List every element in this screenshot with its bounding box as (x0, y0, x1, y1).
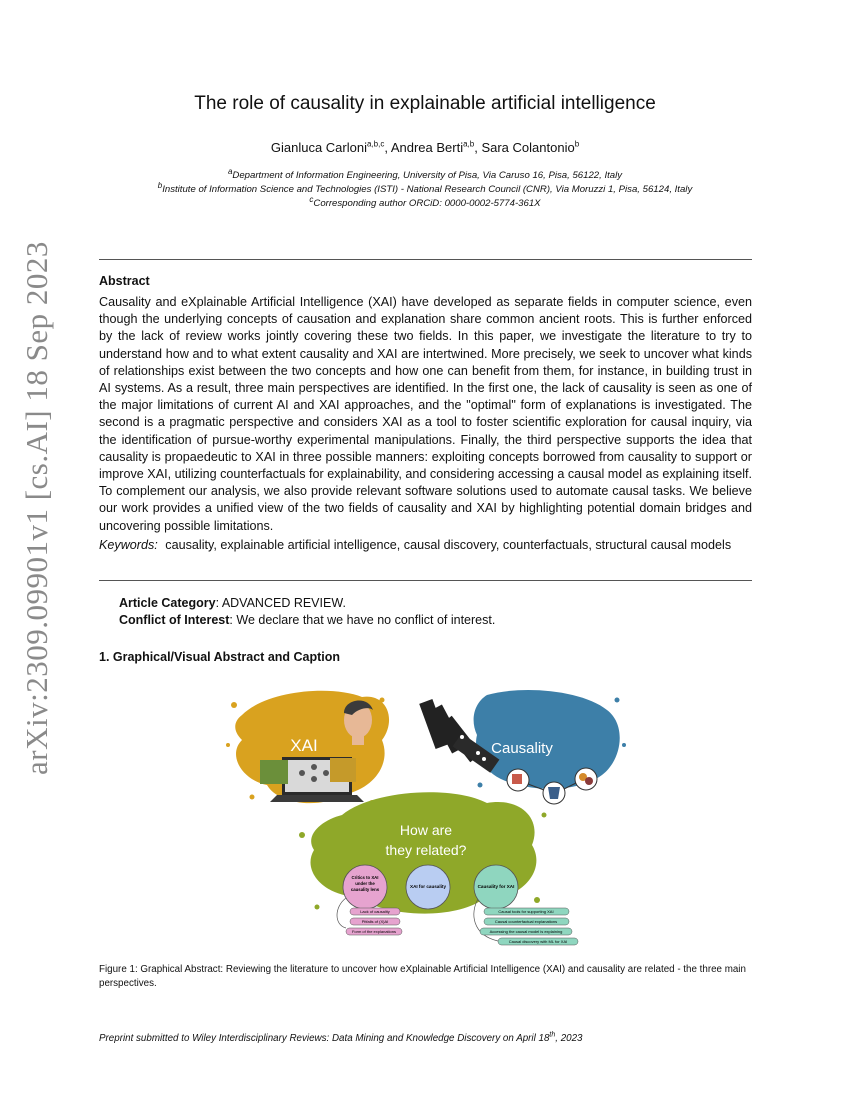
right-pill-label: Accessing the causal model is explaining (489, 929, 563, 934)
circle-left-line: Critics to XAI (351, 875, 379, 880)
author-superscript: b (574, 139, 580, 149)
author-name: Gianluca Carloni (270, 140, 367, 155)
circle-mid-label: XAI for causality (410, 884, 446, 889)
affiliation-marker: c (309, 194, 314, 204)
graphical-abstract-svg (222, 685, 632, 950)
left-pill-label: Pitfalls of (X)AI (361, 919, 389, 924)
affiliation-text: Institute of Information Science and Technologies (ISTI) - National Research Council (CNR), Via Moruzzi 1, Pisa, 56124, Italy (162, 184, 693, 195)
divider (99, 580, 752, 581)
author-name: Andrea Berti (390, 140, 464, 155)
author-superscript: a,b,c (366, 139, 385, 149)
left-pill-label: Lack of causality (360, 909, 390, 914)
keywords-text: causality, explainable artificial intelligence, causal discovery, counterfactuals, structural causal models (165, 538, 732, 552)
affiliation-marker: b (157, 180, 163, 190)
center-question-line2: they related? (385, 842, 467, 858)
arxiv-identifier: arXiv:2309.09901v1 [cs.AI] 18 Sep 2023 (19, 241, 54, 775)
footer-text-end: , 2023 (555, 1033, 583, 1044)
causality-label: Causality (491, 740, 553, 757)
affiliation-text: Department of Information Engineering, University of Pisa, Via Caruso 16, Pisa, 56122, Italy (232, 170, 623, 181)
center-question-line1: How are (399, 822, 453, 838)
circle-left-line: under the (355, 881, 375, 886)
keywords-label: Keywords: (99, 538, 158, 552)
affiliation-line (0, 166, 850, 181)
paper-title: The role of causality in explainable artificial intelligence (194, 93, 656, 114)
conflict-label: Conflict of Interest (119, 613, 230, 627)
xai-label: XAI (290, 736, 318, 755)
affiliation-text: Corresponding author ORCiD: 0000-0002-5774-361X (313, 198, 541, 209)
conflict-value: : We declare that we have no conflict of interest. (229, 613, 496, 627)
left-pill-connector (337, 898, 346, 928)
abstract-heading: Abstract (99, 274, 150, 288)
graphical-abstract-figure (222, 685, 632, 950)
section-heading: 1. Graphical/Visual Abstract and Caption (99, 650, 341, 664)
figure-caption: Figure 1: Graphical Abstract: Reviewing the literature to uncover how eXplainable Artificial Intelligence (XAI) and causality are related - the three main perspectives. (99, 964, 746, 989)
article-category (119, 596, 346, 610)
affiliation-marker: a (227, 166, 233, 176)
circle-left-line: causality lens (350, 887, 380, 892)
divider (99, 259, 752, 260)
conflict-of-interest (119, 613, 495, 627)
author-superscript: a,b (463, 139, 475, 149)
keywords (99, 537, 752, 554)
affiliation-line (0, 194, 850, 209)
laptop-icon (260, 757, 364, 802)
footer-text: Preprint submitted to Wiley Interdisciplinary Reviews: Data Mining and Knowledge Discovery on April 18 (99, 1033, 550, 1044)
right-pill-label: Causal tools for supporting XAI (498, 909, 554, 914)
author-list: Gianluca Carloni$^{a,b,c}$, Andrea Berti$^{a,b}$, Sara Colantonio$^b$ (270, 139, 580, 155)
footer-note (99, 1033, 583, 1044)
article-category-value: : ADVANCED REVIEW. (215, 596, 346, 610)
right-pill-label: Causal discovery with ML for XAI (508, 939, 568, 944)
circle-right-label: Causality for XAI (477, 884, 515, 889)
right-pill-label: Causal counterfactual explanations (494, 919, 558, 924)
abstract-body: Causality and eXplainable Artificial Intelligence (XAI) have developed as separate fields in computer science, even though the underlying concepts of causation and explanation share common ancient roots. This is further enforced by the lack of review works jointly covering these two fields. In this paper, we investigate the literature to try to understand how and to what extent causality and XAI are intertwined. More precisely, we seek to uncover what kinds of relationships exist between the two concepts and how one can benefit from them, for instance, in building trust in AI systems. As a result, three main perspectives are identified. In the first one, the lack of causality is seen as one of the major limitations of current AI and XAI approaches, and the "optimal" form of explanations is investigated. The second is a pragmatic perspective and considers XAI as a tool to foster scientific exploration for causal inquiry, via the identification of pursue-worthy experimental manipulations. Finally, the third perspective supports the idea that causality is propaedeutic to XAI in three possible manners: exploiting concepts borrowed from causality to support or improve XAI, utilizing counterfactuals for explainability, and considering accessing a causal model as explaining itself. To complement our analysis, we also provide relevant software solutions used to automate causal tasks. We believe our work provides a unified view of the two fields of causality and XAI by highlighting potential domain bridges and uncovering possible limitations. (99, 295, 752, 533)
left-pill-label: Form of the explanations (351, 929, 397, 934)
footer-superscript: th (549, 1031, 556, 1039)
article-category-label: Article Category (119, 596, 216, 610)
affiliation-line (0, 180, 850, 195)
author-name: Sara Colantonio (481, 140, 575, 155)
